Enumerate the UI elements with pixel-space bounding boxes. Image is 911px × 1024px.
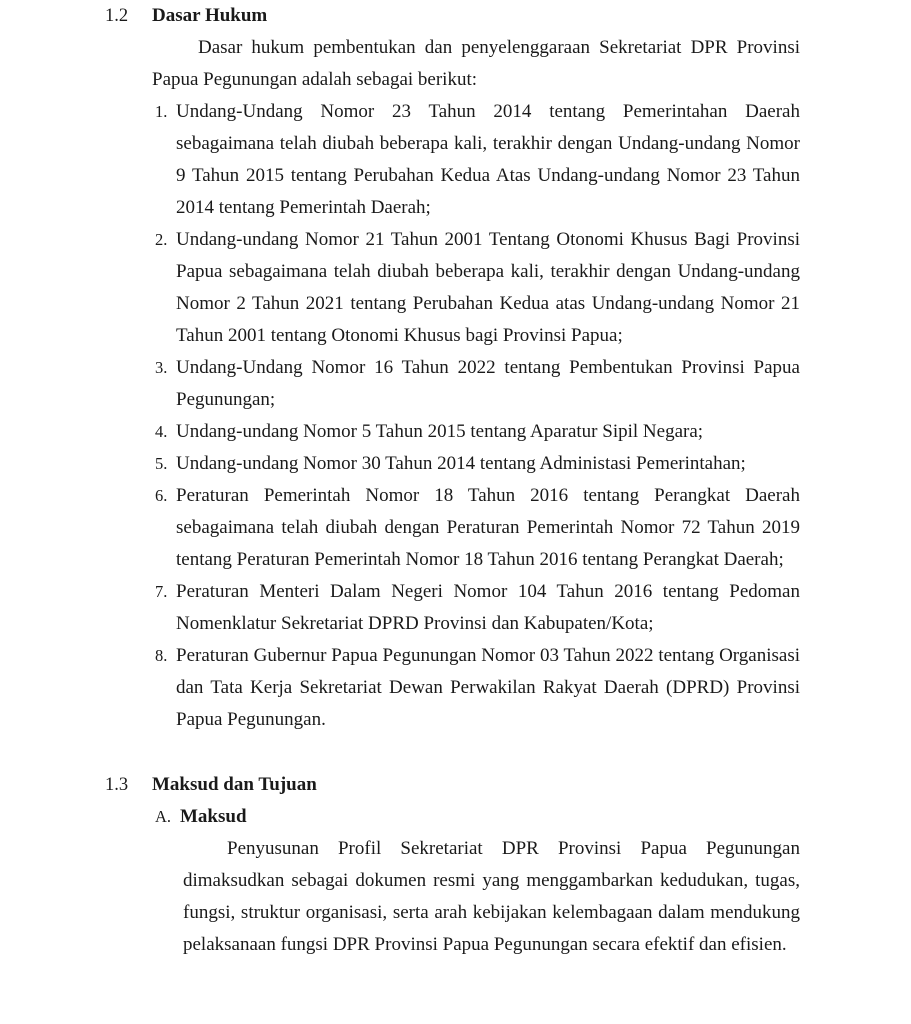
- list-item-text: Undang-undang Nomor 30 Tahun 2014 tentang Administasi Pemerintahan;: [176, 453, 746, 474]
- section-number: 1.2: [105, 6, 129, 26]
- section-heading-1-3: [105, 769, 800, 801]
- list-item: [155, 352, 800, 416]
- list-item-text: Undang-Undang Nomor 16 Tahun 2022 tentang Pembentukan Provinsi Papua Pegunungan;: [176, 357, 800, 410]
- list-item: [155, 576, 800, 640]
- section-intro-paragraph: Dasar hukum pembentukan dan penyelenggaraan Sekretariat DPR Provinsi Papua Pegunungan adalah sebagai berikut:: [152, 37, 800, 90]
- subsection-paragraph: Penyusunan Profil Sekretariat DPR Provinsi Papua Pegunungan dimaksudkan sebagai dokumen resmi yang menggambarkan kedudukan, tugas, fungsi, struktur organisasi, serta arah kebijakan kelembagaan dalam mendukung pelaksanaan fungsi DPR Provinsi Papua Pegunungan secara efektif dan efisien.: [183, 838, 800, 955]
- list-item: [155, 96, 800, 224]
- list-item-text: Peraturan Menteri Dalam Negeri Nomor 104 Tahun 2016 tentang Pedoman Nomenklatur Sekretariat DPRD Provinsi dan Kabupaten/Kota;: [176, 581, 800, 634]
- list-item: [155, 480, 800, 576]
- list-item-number: 6.: [155, 486, 168, 505]
- list-item-number: 7.: [155, 582, 168, 601]
- subsection-title: Maksud: [180, 806, 247, 827]
- list-item-number: 4.: [155, 422, 168, 441]
- section-title: Dasar Hukum: [152, 5, 268, 26]
- list-item-number: 3.: [155, 358, 168, 377]
- list-item-number: 8.: [155, 646, 168, 665]
- list-item: [155, 416, 800, 448]
- list-item-text: Peraturan Pemerintah Nomor 18 Tahun 2016 tentang Perangkat Daerah sebagaimana telah diubah dengan Peraturan Pemerintah Nomor 72 Tahun 2019 tentang Peraturan Pemerintah Nomor 18 Tahun 2016 tentang Perangkat Daerah;: [176, 485, 800, 570]
- section-maksud-dan-tujuan: [105, 769, 800, 961]
- list-item-text: Peraturan Gubernur Papua Pegunungan Nomor 03 Tahun 2022 tentang Organisasi dan Tata Kerja Sekretariat Dewan Perwakilan Rakyat Daerah (DPRD) Provinsi Papua Pegunungan.: [176, 645, 800, 730]
- list-item-number: 2.: [155, 230, 168, 249]
- section-dasar-hukum: [105, 0, 800, 736]
- legal-basis-list: [155, 96, 800, 736]
- section-title: Maksud dan Tujuan: [152, 774, 317, 795]
- list-item-number: 5.: [155, 454, 168, 473]
- section-heading-1-2: [105, 0, 800, 32]
- subsection-heading-maksud: [155, 801, 800, 833]
- list-item-text: Undang-undang Nomor 21 Tahun 2001 Tentang Otonomi Khusus Bagi Provinsi Papua sebagaimana telah diubah beberapa kali, terakhir dengan Undang-undang Nomor 2 Tahun 2021 tentang Perubahan Kedua atas Undang-undang Nomor 21 Tahun 2001 tentang Otonomi Khusus bagi Provinsi Papua;: [176, 229, 800, 346]
- list-item-number: 1.: [155, 102, 168, 121]
- subsection-letter: A.: [155, 807, 172, 826]
- list-item: [155, 224, 800, 352]
- list-item: [155, 448, 800, 480]
- list-item-text: Undang-undang Nomor 5 Tahun 2015 tentang Aparatur Sipil Negara;: [176, 421, 704, 442]
- list-item-text: Undang-Undang Nomor 23 Tahun 2014 tentang Pemerintahan Daerah sebagaimana telah diubah beberapa kali, terakhir dengan Undang-undang Nomor 9 Tahun 2015 tentang Perubahan Kedua Atas Undang-undang Nomor 23 Tahun 2014 tentang Pemerintah Daerah;: [176, 101, 800, 218]
- list-item: [155, 640, 800, 736]
- section-number: 1.3: [105, 775, 129, 795]
